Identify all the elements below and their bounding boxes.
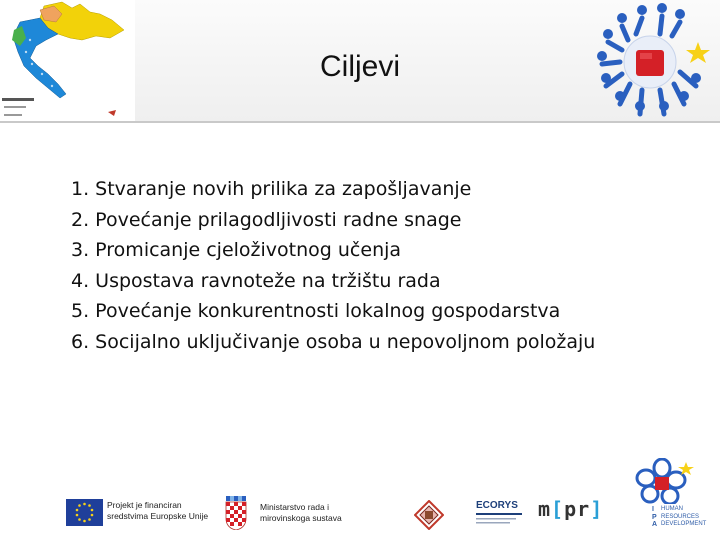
list-item: 2. Povećanje prilagodljivosti radne snage [71,208,462,231]
ministry-text-line: Ministarstvo rada i [260,502,329,512]
list-item: 5. Povećanje konkurentnosti lokalnog gospodarstva [71,300,561,323]
ipa-word: DEVELOPMENT [661,521,707,528]
ipa-word: HUMAN [661,506,683,512]
eu-text-line: Projekt je financiran [107,500,182,510]
mpr-logo-bracket-open: [ [551,497,565,521]
partner-emblem-icon [414,500,444,530]
mpr-logo-pr: pr [564,497,591,521]
ipa-letter: A [652,521,658,529]
eu-funding-text [107,500,208,522]
ipa-flower-logo-image [628,458,698,504]
list-item: 4. Uspostava ravnoteže na tržištu rada [71,269,441,292]
list-item: 3. Promicanje cjeloživotnog učenja [71,239,402,262]
list-item: 6. Socijalno uključivanje osoba u nepovoljnom položaju [71,330,596,353]
ministry-text-line: mirovinskoga sustava [260,513,342,523]
objectives-list [71,174,595,358]
slide-header [0,0,720,123]
ipa-letters [652,506,657,529]
list-item: 1. Stvaranje novih prilika za zapošljavanje [71,178,472,200]
mpr-logo [538,497,603,521]
ipa-letter: I [652,506,654,513]
mpr-logo-m: m [538,497,552,521]
social-inclusion-logo-image [580,0,720,121]
ministry-text [260,502,342,524]
eu-flag-icon [66,499,103,526]
mpr-logo-bracket-close: ] [590,497,604,521]
ecorys-logo-text: ECORYS [476,500,518,511]
croatian-coat-of-arms-icon [224,496,248,530]
ipa-word: RESOURCES [661,513,700,520]
eu-text-line: sredstvima Europske Unije [107,511,209,521]
ipa-letter: P [652,513,657,521]
ipa-words [661,506,706,529]
slide-title: Ciljevi [319,50,400,83]
